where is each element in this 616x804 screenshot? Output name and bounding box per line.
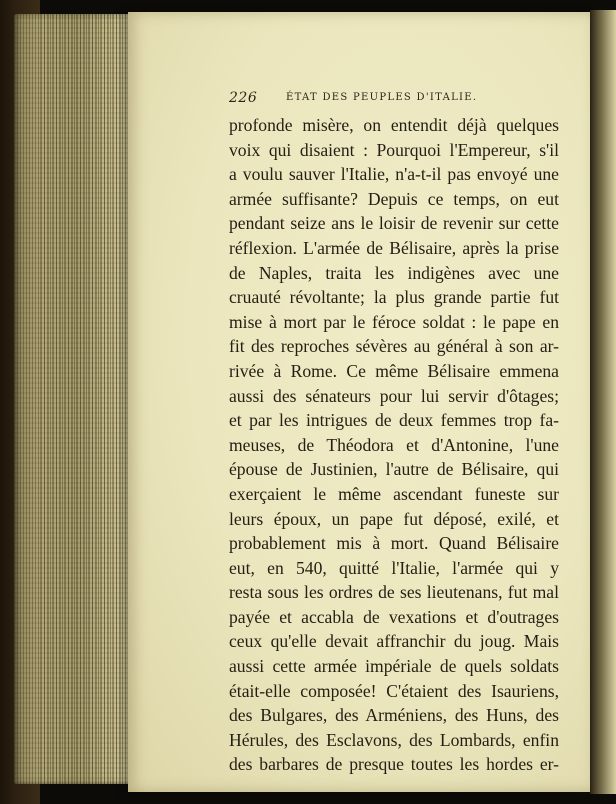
- text-line: aussi cette armée impériale de quels soldats: [229, 656, 559, 677]
- text-line: fit des reproches sévères au général à son ar-: [229, 336, 559, 357]
- text-line: cruauté révoltante; la plus grande partie fut: [229, 287, 559, 308]
- text-line: leurs époux, un pape fut déposé, exilé, et: [229, 508, 559, 529]
- page-number: 226: [229, 90, 258, 106]
- text-line: profonde misère, on entendit déjà quelques: [229, 115, 559, 135]
- text-line: probablement mis à mort. Quand Bélisaire: [229, 533, 559, 554]
- running-head: [229, 90, 489, 108]
- text-line: meuses, de Théodora et d'Antonine, l'une: [229, 434, 559, 455]
- text-line: eut, en 540, quitté l'Italie, l'armée qui y: [229, 557, 559, 578]
- text-line: rivée à Rome. Ce même Bélisaire emmena: [229, 360, 559, 381]
- text-line: mise à mort par le féroce soldat : le pape en: [229, 311, 559, 332]
- text-line: voix qui disaient : Pourquoi l'Empereur, s'il: [229, 139, 559, 160]
- body-text: [229, 113, 559, 777]
- gutter-shadow: [590, 10, 616, 794]
- text-line: réflexion. L'armée de Bélisaire, après la prise: [229, 237, 559, 258]
- text-line: des Bulgares, des Arméniens, des Huns, des: [229, 705, 559, 726]
- text-line: payée et accabla de vexations et d'outrages: [229, 606, 559, 627]
- text-line: ceux qu'elle devait affranchir du joug. Mais: [229, 631, 559, 652]
- text-line: de Naples, traita les indigènes avec une: [229, 262, 559, 283]
- text-line: a voulu sauver l'Italie, n'a-t-il pas envoyé une: [229, 164, 559, 185]
- running-head-title: ÉTAT DES PEUPLES D'ITALIE.: [286, 92, 478, 103]
- text-line: pendant seize ans le loisir de revenir sur cette: [229, 213, 559, 234]
- text-line: était-elle composée! C'étaient des Isauriens,: [229, 680, 559, 701]
- text-line: Hérules, des Esclavons, des Lombards, enfin: [229, 729, 559, 750]
- text-line: et par les intrigues de deux femmes trop fa-: [229, 410, 559, 431]
- text-line: resta sous les ordres de ses lieutenans, fut mal: [229, 582, 559, 603]
- text-line: exerçaient le même ascendant funeste sur: [229, 483, 559, 504]
- page-edges: [14, 14, 132, 784]
- text-line: épouse de Justinien, l'autre de Bélisaire, qui: [229, 459, 559, 480]
- text-line: aussi des sénateurs pour lui servir d'ôtages;: [229, 385, 559, 406]
- text-line: armée suffisante? Depuis ce temps, on eut: [229, 188, 559, 209]
- text-line: des barbares de presque toutes les hordes er-: [229, 754, 559, 775]
